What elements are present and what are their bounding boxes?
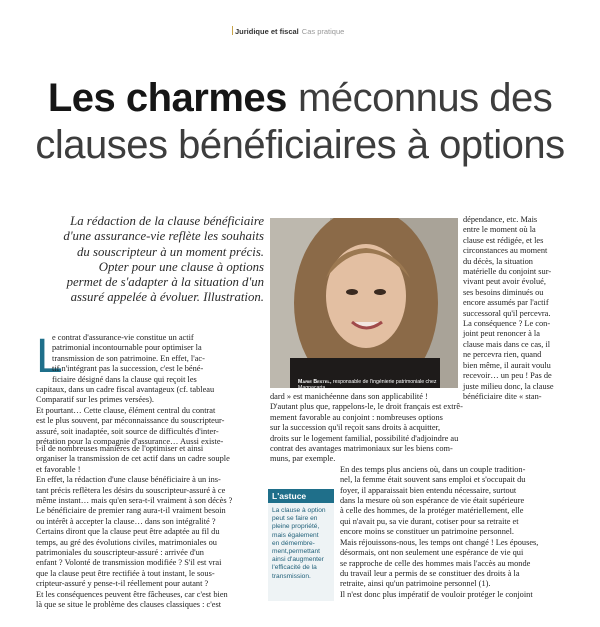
body-line: D'autant plus que, rappelons-le, le droit français est extrê- — [270, 402, 463, 412]
subsection-label: Cas pratique — [301, 27, 345, 36]
body-line: temps, au gré des évolutions civiles, matrimoniales ou — [36, 537, 217, 547]
body-line: En effet, la rédaction d'une clause bénéficiaire à un ins- — [36, 475, 221, 485]
body-line: encore assumés par l'actif — [463, 298, 549, 308]
body-line: t-il de nombreuses manières de l'optimiser et ainsi — [36, 444, 204, 453]
body-line: dans la mesure où son espérance de vie était supérieure — [340, 496, 525, 506]
body-line: du travail leur a permis de se constituer des droits à la — [340, 568, 520, 578]
body-line: qui n'avait pu, sa vie durant, cotiser pour sa retraite et — [340, 516, 519, 526]
body-line: circonstances au moment — [463, 246, 548, 256]
body-line: même instant… mais qu'en sera-t-il vraiment à son décès ? — [36, 496, 233, 506]
body-line: clause mais dans ce cas, il — [463, 339, 551, 349]
body-line: enfant ? Volonté de transmission modifiée ? S'il est vrai — [36, 558, 222, 568]
body-line: retraite, ainsi qu'un patrimoine personnel (1). — [340, 579, 491, 589]
body-line: se rapproche de celle des hommes mais l'accès au monde — [340, 558, 531, 568]
tip-line: ment,permettant — [272, 548, 321, 556]
body-line: dépendance, etc. Mais — [463, 215, 538, 224]
body-line: du décès, la situation — [463, 256, 533, 266]
intro-line: assuré appelée à évoluer. Illustration. — [70, 290, 264, 305]
body-line: juste milieu donc, la clause — [463, 381, 554, 391]
body-line: successoral qu'il percevra. — [463, 308, 551, 318]
body-line: muns, par exemple. — [270, 454, 336, 464]
body-line: ne percevra rien, quand — [463, 350, 542, 360]
body-line: La conséquence ? Le con- — [463, 319, 551, 329]
body-line: e contrat d'assurance-vie constitue un actif — [52, 333, 194, 342]
photo-caption — [298, 379, 456, 392]
body-line: et favorable ! — [36, 464, 81, 474]
body-line: désormais, ont non seulement une espérance de vie qui — [340, 548, 524, 558]
body-line: En des temps plus anciens où, dans un couple tradition- — [340, 464, 526, 474]
body-line: nel, la femme était souvent sans emploi et s'occupait du — [340, 475, 526, 485]
body-line: organiser la transmission de cet actif dans un cadre souple — [36, 454, 230, 464]
body-line: cripteur-assuré y pense-t-il réellement pour autant ? — [36, 579, 209, 589]
body-line: ficiaire désigné dans la clause qui reçoit les — [52, 374, 197, 384]
body-line: clause est rédigée, et les — [463, 235, 544, 245]
caption-role: responsable de l'ingénierie patrimoniale chez Magnacarta. — [298, 379, 437, 392]
body-line: patrimonial incontournable pour optimiser la — [52, 343, 202, 353]
body-line: prétation pour la compagnie d'assurance… Aussi existe- — [36, 437, 224, 447]
tip-line: peut se faire en — [272, 515, 318, 523]
body-line: foyer, il apparaissait bien entendu nécessaire, surtout — [340, 485, 517, 495]
body-line: transmission de son patrimoine. En effet, l'ac- — [52, 353, 205, 363]
body-line: Et pourtant… Cette clause, élément central du contrat — [36, 405, 216, 415]
section-header — [232, 26, 344, 36]
body-line: patrimoniales du souscripteur-assuré : arrivée d'un — [36, 548, 204, 558]
body-line: encore moins se constituer un patrimoine personnel. — [340, 527, 515, 537]
body-line: Il n'est donc plus impératif de vouloir protéger le conjoint — [340, 589, 533, 599]
body-column-1-top — [36, 330, 262, 447]
intro-line: Opter pour une clause à options — [98, 259, 264, 274]
body-column-2-top — [463, 215, 589, 402]
body-line: matérielle du conjoint sur- — [463, 267, 552, 277]
article-title-line2: clauses bénéficiaires à options — [35, 123, 565, 167]
tip-title: L'astuce — [268, 489, 334, 503]
section-marker — [232, 26, 233, 35]
intro-line: permet de s'adapter à la situation d'un — [66, 275, 264, 290]
drop-cap: L — [36, 330, 63, 383]
body-line: bien même, il aurait voulu — [463, 360, 551, 370]
body-line: droits sur le logement familial, possibilité d'adjoindre au — [270, 433, 459, 443]
body-line: tif n'intégrant pas la succession, c'est le béné- — [52, 364, 204, 374]
body-line: recevoir… un peu ! Pas de — [463, 371, 552, 381]
body-line: ses besoins diminués ou — [463, 287, 544, 297]
body-line: entre le moment où la — [463, 225, 536, 235]
body-line: sur la succession qu'il reçoit sans droits à acquitter, — [270, 423, 441, 433]
body-line: que la clause peut être rectifiée à tout instant, le sous- — [36, 568, 215, 578]
body-line: Certains diront que la clause peut être adaptée au fil du — [36, 527, 220, 537]
body-line: est le plus souvent, par méconnaissance du souscripteur- — [36, 416, 225, 426]
body-line: joint peut renoncer à la — [463, 329, 540, 339]
caption-name: Marie Bestel, — [298, 379, 332, 385]
body-line: tant précis reflètera les désirs du souscripteur-assuré à ce — [36, 485, 226, 495]
tip-line: pleine propriété, — [272, 523, 320, 531]
body-line: assuré, soit inadaptée, soit source de difficultés d'inter- — [36, 426, 219, 436]
portrait-photo — [270, 218, 458, 388]
tip-line: mais également — [272, 531, 319, 539]
body-line: Le bénéficiaire de premier rang aura-t-il vraiment besoin — [36, 506, 226, 516]
article-title-line1 — [0, 76, 600, 120]
tip-line: transmission. — [272, 572, 311, 580]
intro-line: d'une assurance-vie reflète les souhaits — [63, 229, 264, 244]
body-line: ou intérêt à accepter la clause… dans son intégralité ? — [36, 516, 216, 526]
tip-text — [272, 507, 334, 581]
body-line: dard » est manichéenne dans son applicabilité ! — [270, 392, 428, 401]
body-line: là que se situe le problème des clauses classiques : c'est — [36, 600, 222, 610]
body-line: à celle des hommes, de la protéger matériellement, elle — [340, 506, 524, 516]
intro-line: La rédaction de la clause bénéficiaire — [70, 214, 264, 228]
section-label: Juridique et fiscal — [235, 27, 299, 36]
body-line: contrat des avantages matrimoniaux sur les biens com- — [270, 444, 453, 454]
tip-line: en démembre- — [272, 539, 315, 547]
body-line: capitaux, dans un cadre fiscal avantageux (cf. tableau — [36, 385, 215, 395]
title-light: méconnus des — [298, 76, 553, 120]
intro-lead — [36, 214, 264, 306]
body-line: Comparatif sur les primes versées). — [36, 395, 154, 405]
body-line: mement favorable au conjoint : nombreuses options — [270, 412, 443, 422]
tip-line: l'efficacité de la — [272, 564, 317, 572]
body-line: bénéficiaire dite « stan- — [463, 391, 542, 401]
body-line: Et les conséquences peuvent être fâcheuses, car c'est bien — [36, 589, 228, 599]
body-column-1-bottom — [36, 444, 262, 611]
title-bold: Les charmes — [47, 76, 287, 120]
tip-line: ainsi d'augmenter — [272, 556, 324, 564]
body-line: Mais réjouissons-nous, les temps ont changé ! Les épouses, — [340, 537, 539, 547]
body-line: vivant peut avoir évolué, — [463, 277, 546, 287]
tip-line: La clause à option — [272, 507, 326, 514]
intro-line: du souscripteur à un moment précis. — [77, 244, 264, 259]
